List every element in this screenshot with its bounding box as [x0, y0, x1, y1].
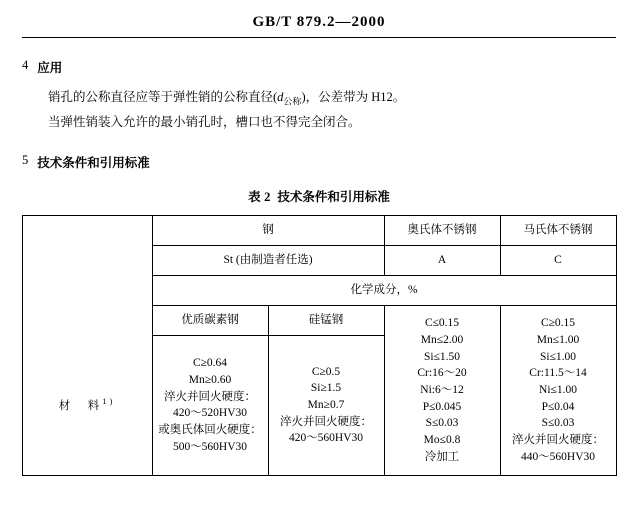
- carbon-line: C≥0.64: [192, 357, 228, 370]
- page-header: [0, 0, 638, 31]
- austenitic-line: P≤0.045: [422, 400, 462, 413]
- spec-table: [22, 215, 617, 476]
- material-corner-cell: [22, 215, 152, 245]
- carbon-line: 500～560HV30: [172, 440, 248, 453]
- table-caption-label: 表: [248, 189, 261, 204]
- header-martensitic: 马氏体不锈钢: [500, 215, 616, 245]
- material-label-footnote: 1): [102, 396, 116, 407]
- header-steel: 钢: [152, 215, 384, 245]
- material-corner-cell-4: [22, 305, 152, 335]
- austenitic-line: 冷加工: [424, 450, 460, 463]
- material-corner-cell-3: [22, 275, 152, 305]
- material-corner-cell-2: [22, 245, 152, 275]
- section-4-heading: [22, 58, 616, 76]
- section-5-title: 技术条件和引用标准: [37, 155, 150, 170]
- section-5-heading: [22, 153, 616, 171]
- paragraph-1-variable: d: [277, 90, 284, 104]
- section-4: [22, 58, 616, 133]
- section-4-title: 应用: [37, 61, 63, 75]
- table-row: [22, 305, 616, 335]
- grade-steel: St (由制造者任选): [152, 245, 384, 275]
- simn-line: 淬火并回火硬度：: [280, 415, 372, 428]
- martensitic-line: P≤0.04: [541, 400, 575, 413]
- paragraph-1-subscript: 公称: [283, 96, 302, 107]
- paragraph-1-post: )，公差带为 H12。: [301, 90, 406, 104]
- martensitic-line: Ni≤1.00: [539, 383, 577, 396]
- standard-number: GB/T 879.2—2000: [252, 14, 386, 30]
- martensitic-line: 淬火并回火硬度：: [512, 433, 604, 446]
- martensitic-line: C≥0.15: [540, 317, 576, 330]
- martensitic-line: Mn≤1.00: [536, 333, 580, 346]
- carbon-line: 或奥氏体回火硬度：: [158, 423, 262, 436]
- austenitic-line: Mn≤2.00: [420, 333, 464, 346]
- martensitic-line: S≤0.03: [541, 417, 575, 430]
- simn-line: 420～560HV30: [288, 432, 364, 445]
- material-label-text: 材 料: [58, 400, 103, 413]
- cell-austenitic-values: [384, 305, 500, 475]
- header-austenitic: 奥氏体不锈钢: [384, 215, 500, 245]
- carbon-line: 420～520HV30: [172, 407, 248, 420]
- carbon-line: Mn≥0.60: [188, 373, 232, 386]
- martensitic-line: Si≤1.00: [539, 350, 577, 363]
- cell-martensitic-values: [500, 305, 616, 475]
- section-5: [22, 153, 616, 171]
- martensitic-line: Cr:11.5～14: [529, 367, 587, 380]
- austenitic-line: Si≤1.50: [423, 350, 461, 363]
- simn-line: C≥0.5: [311, 365, 341, 378]
- carbon-line: 淬火并回火硬度：: [164, 390, 256, 403]
- table-caption-number: 2: [264, 189, 271, 204]
- table-caption-title: 技术条件和引用标准: [277, 189, 390, 204]
- paragraph-1-pre: 销孔的公称直径应等于弹性销的公称直径(: [48, 90, 278, 104]
- subheader-si-mn-steel: 硅锰钢: [268, 305, 384, 335]
- austenitic-line: C≤0.15: [424, 317, 460, 330]
- grade-martensitic: C: [500, 245, 616, 275]
- table-row: [22, 215, 616, 245]
- section-5-number: 5: [22, 152, 29, 167]
- cell-si-mn-steel-values: [268, 335, 384, 475]
- austenitic-line: Mo≤0.8: [423, 433, 461, 446]
- table-row: [22, 275, 616, 305]
- austenitic-line: Ni:6～12: [420, 383, 464, 396]
- section-4-paragraph-1: [48, 88, 616, 109]
- austenitic-line: Cr:16～20: [417, 367, 467, 380]
- simn-line: Si≥1.5: [310, 382, 342, 395]
- table-row: [22, 245, 616, 275]
- table-caption: [0, 187, 638, 205]
- grade-austenitic: A: [384, 245, 500, 275]
- chemical-composition-header: 化学成分，%: [152, 275, 616, 305]
- austenitic-line: S≤0.03: [425, 417, 459, 430]
- material-row-label: [22, 335, 152, 475]
- subheader-carbon-steel: 优质碳素钢: [152, 305, 268, 335]
- header-divider: [22, 37, 616, 38]
- martensitic-line: 440～560HV30: [520, 450, 596, 463]
- cell-carbon-steel-values: [152, 335, 268, 475]
- section-4-number: 4: [22, 58, 29, 72]
- section-4-paragraph-2: 当弹性销装入允许的最小销孔时，槽口也不得完全闭合。: [48, 115, 361, 130]
- simn-line: Mn≥0.7: [307, 398, 345, 411]
